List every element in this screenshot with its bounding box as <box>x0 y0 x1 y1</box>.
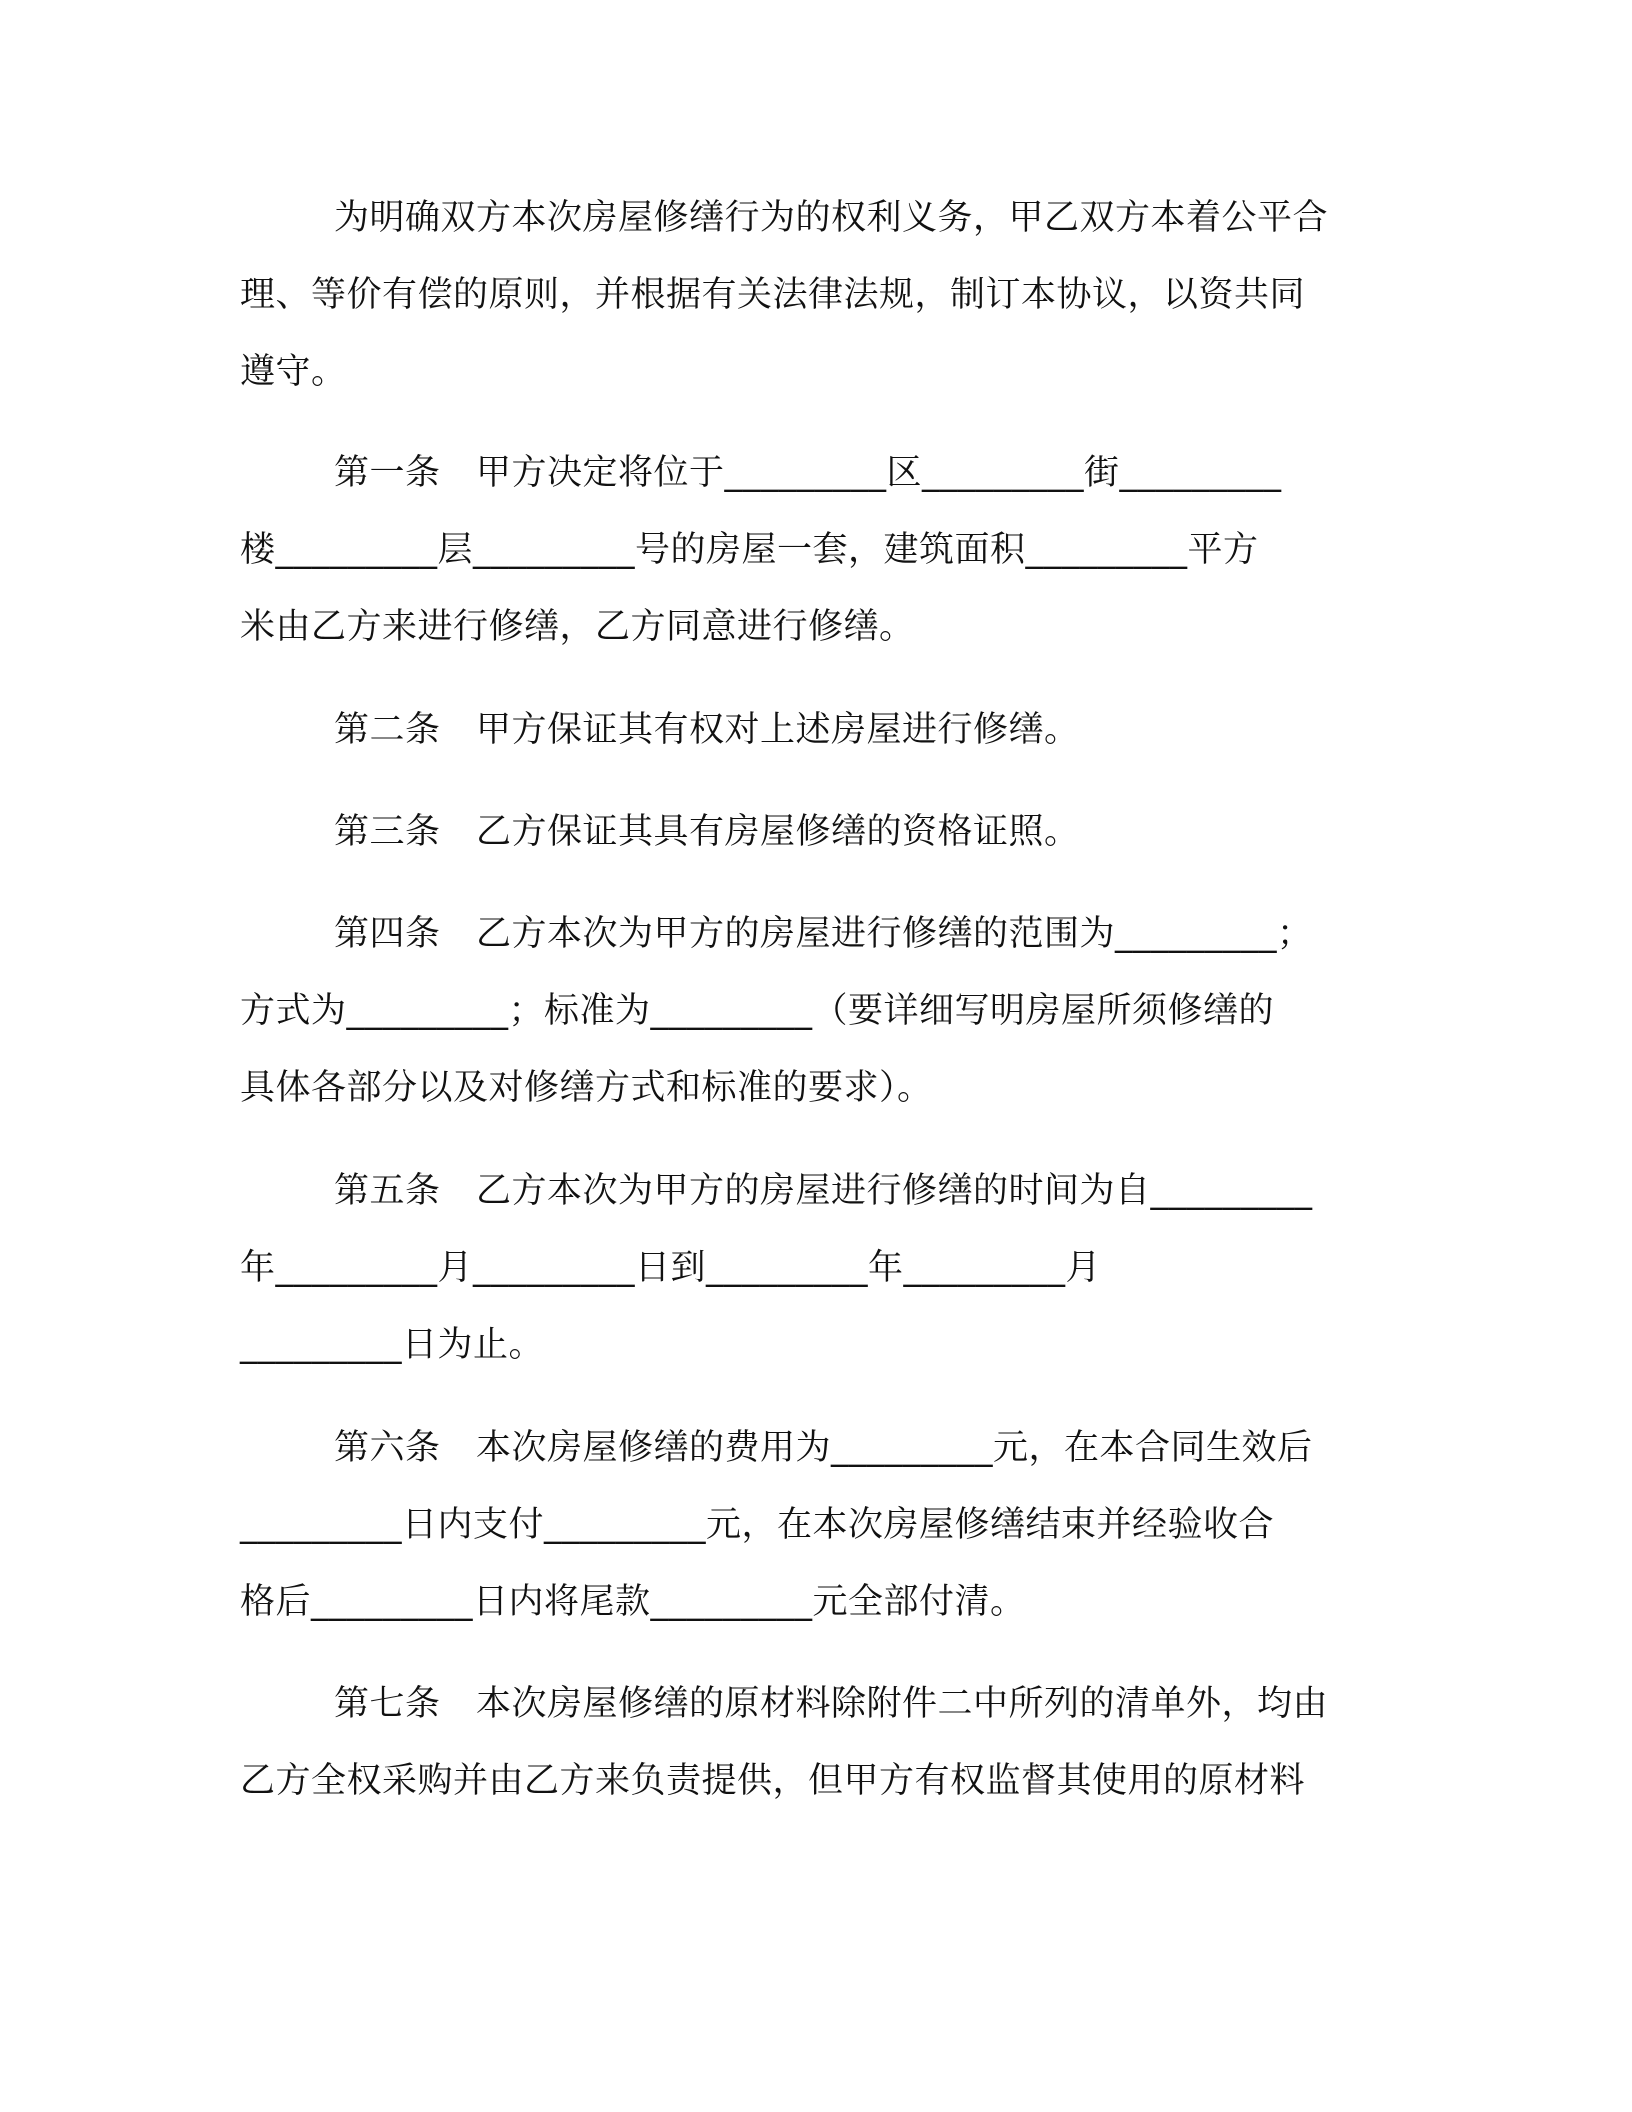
text-line: 第三条 乙方保证其具有房屋修缮的资格证照。 <box>334 812 1080 852</box>
article-1 <box>240 435 1380 666</box>
text-line: _________日内支付_________元，在本次房屋修缮结束并经验收合 <box>240 1505 1275 1545</box>
text-line: 第七条 本次房屋修缮的原材料除附件二中所列的清单外，均由 <box>334 1684 1329 1724</box>
text-line: 第二条 甲方保证其有权对上述房屋进行修缮。 <box>334 710 1080 750</box>
text-line: _________日为止。 <box>240 1325 545 1365</box>
article-4 <box>240 896 1380 1127</box>
text-line: 第一条 甲方决定将位于_________区_________街_________ <box>334 453 1282 493</box>
text-line: 格后_________日内将尾款_________元全部付清。 <box>240 1582 1026 1622</box>
article-7 <box>240 1666 1380 1820</box>
article-6 <box>240 1410 1380 1641</box>
article-3 <box>240 794 1380 871</box>
text-line: 第四条 乙方本次为甲方的房屋进行修缮的范围为_________； <box>334 914 1313 954</box>
text-line: 具体各部分以及对修缮方式和标准的要求）。 <box>240 1068 933 1108</box>
text-line: 为明确双方本次房屋修缮行为的权利义务，甲乙双方本着公平合 <box>334 198 1329 238</box>
article-2 <box>240 692 1380 769</box>
text-line: 第五条 乙方本次为甲方的房屋进行修缮的时间为自_________ <box>334 1171 1313 1211</box>
article-5 <box>240 1153 1380 1384</box>
text-line: 遵守。 <box>240 352 347 392</box>
text-line: 米由乙方来进行修缮，乙方同意进行修缮。 <box>240 607 915 647</box>
text-line: 方式为_________；标准为_________（要详细写明房屋所须修缮的 <box>240 991 1275 1031</box>
text-line: 楼_________层_________号的房屋一套，建筑面积_________平方 <box>240 530 1259 570</box>
preamble-paragraph <box>240 180 1380 411</box>
text-line: 乙方全权采购并由乙方来负责提供，但甲方有权监督其使用的原材料 <box>240 1761 1306 1801</box>
text-line: 理、等价有偿的原则，并根据有关法律法规，制订本协议，以资共同 <box>240 275 1306 315</box>
text-line: 年_________月_________日到_________年_________月 <box>240 1248 1102 1288</box>
text-line: 第六条 本次房屋修缮的费用为_________元，在本合同生效后 <box>334 1428 1313 1468</box>
